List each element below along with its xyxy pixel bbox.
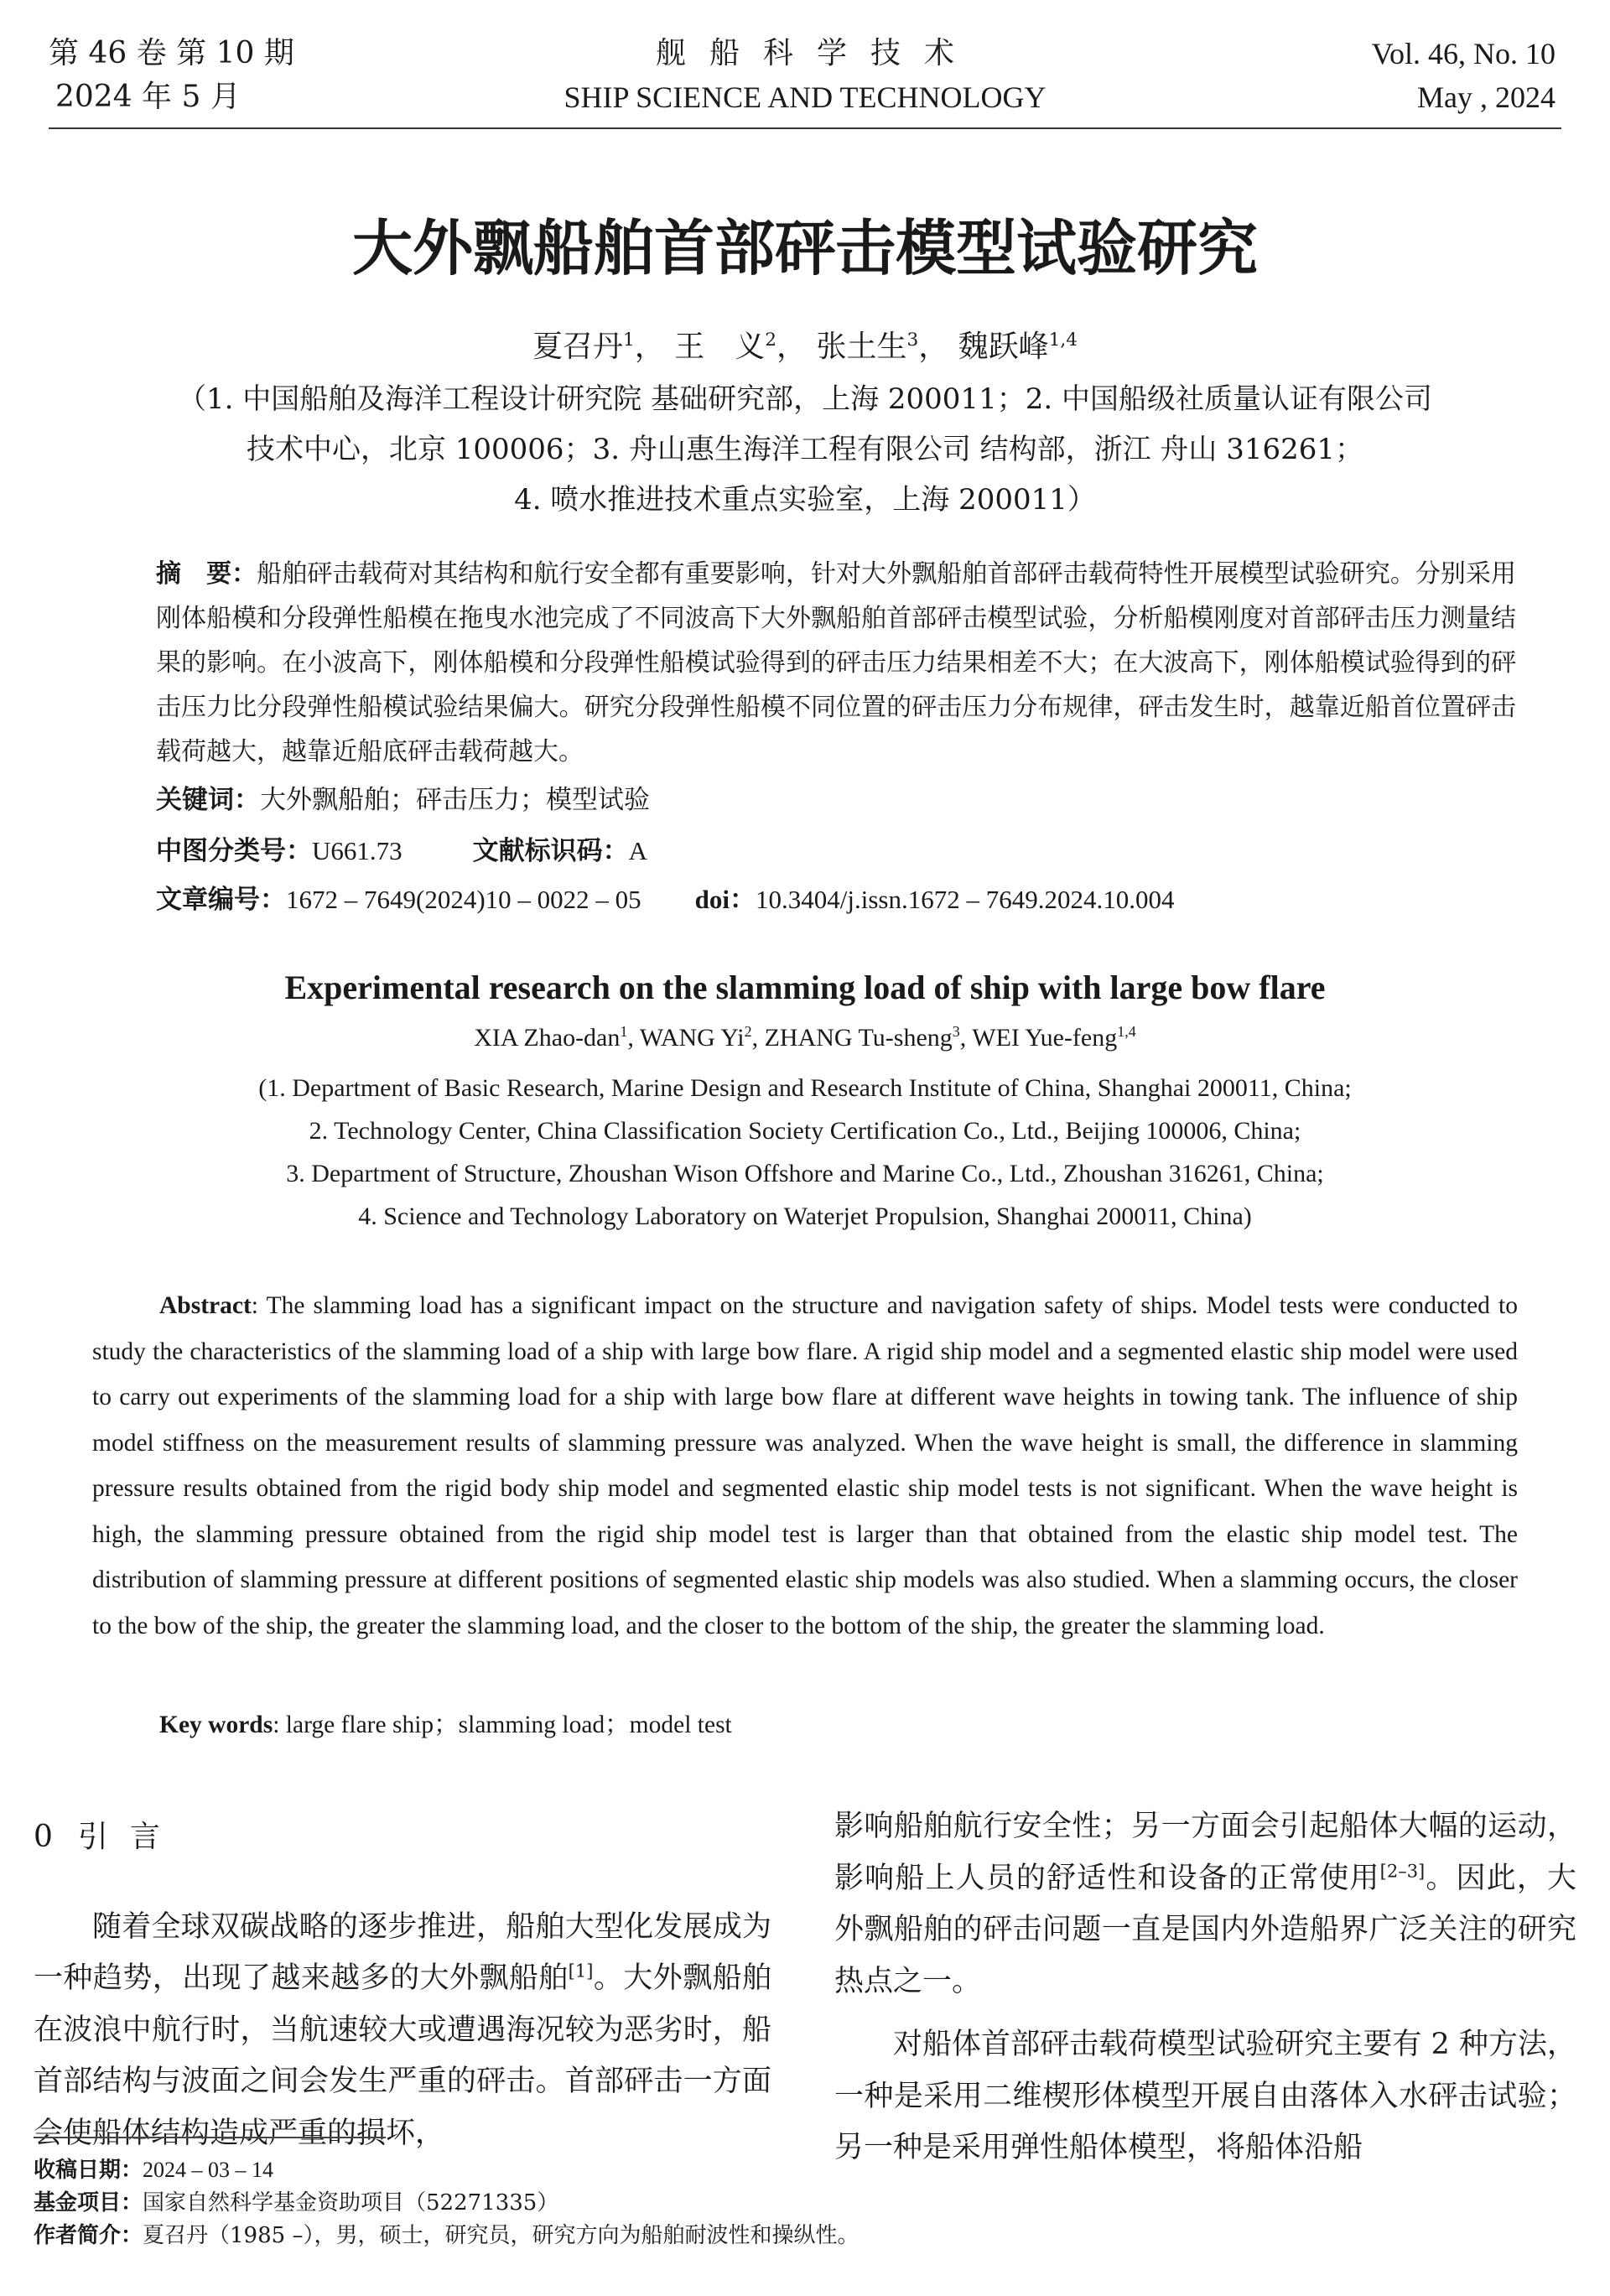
body-column-right xyxy=(834,1801,1576,2174)
date-cn: 2024 年 5 月 xyxy=(55,80,241,114)
affiliations-en xyxy=(117,1067,1493,1238)
author-name: 夏召丹 xyxy=(532,330,623,364)
section-number: 0 xyxy=(34,1820,53,1854)
footnote-fund xyxy=(34,2187,859,2220)
author-affil-sup: 1 xyxy=(620,1023,628,1040)
intro-paragraph-1-cont xyxy=(834,1801,1576,2008)
author-affil-sup: 3 xyxy=(952,1023,960,1040)
author-name: 张土生 xyxy=(816,330,907,364)
intro-paragraph-1 xyxy=(34,1902,771,2160)
abstract-cn-text: 船舶砰击载荷对其结构和航行安全都有重要影响，针对大外飘船舶首部砰击载荷特性开展模型试验研究。分别采用刚体船模和分段弹性船模在拖曳水池完成了不同波高下大外飘船舶首部砰击模型试验，分析船模刚度对首部砰击压力测量结果的影响。在小波高下，刚体船模和分段弹性船模试验得到的砰击压力结果相差不大；在大波高下，刚体船模试验得到的砰击压力比分段弹性船模试验结果偏大。研究分段弹性船模不同位置的砰击压力分布规律，砰击发生时，越靠近船首位置砰击载荷越大，越靠近船底砰击载荷越大。 xyxy=(156,559,1517,766)
author-name: WANG Yi xyxy=(639,1024,745,1052)
article-no-value: 1672 – 7649(2024)10 – 0022 – 05 xyxy=(286,885,641,914)
journal-name-en: SHIP SCIENCE AND TECHNOLOGY xyxy=(564,81,1046,114)
classification-line xyxy=(156,829,647,874)
volume-issue-en: Vol. 46, No. 10 xyxy=(1371,37,1555,70)
keywords-cn-text: 大外飘船舶；砰击压力；模型试验 xyxy=(260,785,650,815)
author-list-en xyxy=(0,1018,1610,1058)
author-bio-label: 作者简介： xyxy=(34,2223,143,2248)
article-no-label: 文章编号： xyxy=(156,885,286,915)
affiliation-line: 3. Department of Structure, Zhoushan Wison Offshore and Marine Co., Ltd., Zhoushan 316261, China; xyxy=(286,1160,1324,1187)
article-number-line xyxy=(156,877,1174,922)
footnote-author xyxy=(34,2220,859,2252)
author-name: WEI Yue-feng xyxy=(972,1024,1118,1052)
intro-text: 影响船舶航行安全性；另一方面会引起船体大幅的运动，影响船上人员的舒适性和设备的正常使用 xyxy=(834,1810,1576,1895)
keywords-en-label: Key words xyxy=(159,1712,273,1738)
affiliation-line: 4. 喷水推进技术重点实验室，上海 200011） xyxy=(514,483,1096,517)
author-separator: , xyxy=(751,1024,765,1052)
section-heading-intro xyxy=(34,1811,771,1863)
abstract-cn xyxy=(156,552,1516,774)
abstract-en xyxy=(92,1283,1518,1649)
date-en: May , 2024 xyxy=(1417,81,1555,114)
doc-code-value: A xyxy=(628,836,648,865)
journal-name xyxy=(470,32,1140,119)
author-name: 王 义 xyxy=(674,330,766,364)
author-separator: ， xyxy=(918,330,949,364)
keywords-en-text: : large flare ship；slamming load；model test xyxy=(273,1712,732,1738)
affiliation-line: 4. Science and Technology Laboratory on Waterjet Propulsion, Shanghai 200011, China) xyxy=(358,1203,1252,1230)
fund-label: 基金项目： xyxy=(34,2190,143,2215)
affiliation-line: （1. 中国船舶及海洋工程设计研究院 基础研究部，上海 200011；2. 中国船级社质量认证有限公司 xyxy=(178,382,1432,416)
citation-ref: [1] xyxy=(568,1961,594,1982)
abstract-cn-label: 摘 要： xyxy=(156,559,257,589)
author-list-cn xyxy=(0,322,1610,372)
footnote-rule xyxy=(34,2137,386,2138)
keywords-cn-label: 关键词： xyxy=(156,785,260,815)
header-rule xyxy=(49,127,1561,129)
keywords-en xyxy=(159,1702,732,1748)
author-name: ZHANG Tu-sheng xyxy=(764,1024,953,1052)
author-affil-sup: 1,4 xyxy=(1117,1023,1136,1040)
intro-text: 随着全球双碳战略的逐步推进，船舶大型化发展成为一种趋势，出现了越来越多的大外飘船舶 xyxy=(34,1909,771,1995)
author-affil-sup: 3 xyxy=(906,330,919,351)
journal-issue-cn xyxy=(49,32,294,119)
author-separator: ， xyxy=(776,330,807,364)
abstract-en-text: : The slamming load has a significant impact on the structure and navigation safety of ships. Model tests were conducted to study the characteristics of the slamming load of a ship with large bow flare. A rigid ship model and a segmented elastic ship model were used to carry out experiments of the slamming load for a ship with large bow flare at different wave heights in towing tank. The influence of ship model stiffness on the measurement results of slamming pressure was analyzed. When the wave height is small, the difference in slamming pressure results obtained from the rigid body ship model and segmented elastic ship model tests is not significant. When the wave height is high, the slamming pressure obtained from the rigid ship model test is larger than that obtained from the elastic ship model test. The distribution of slamming pressure at different positions of segmented elastic ship models was also studied. When a slamming occurs, the closer to the bow of the ship, the greater the slamming load, and the closer to the bottom of the ship, the greater the slamming load. xyxy=(92,1292,1518,1639)
paper-title-en: Experimental research on the slamming load of ship with large bow flare xyxy=(284,969,1326,1006)
paper-title-cn: 大外飘船舶首部砰击模型试验研究 xyxy=(351,213,1258,283)
author-separator: , xyxy=(627,1024,640,1052)
section-title: 引言 xyxy=(77,1820,182,1854)
footnotes xyxy=(34,2153,859,2252)
affiliation-line: 2. Technology Center, China Classification Society Certification Co., Ltd., Beijing 100006, China; xyxy=(309,1117,1301,1145)
author-affil-sup: 1,4 xyxy=(1048,330,1078,351)
doc-code-label: 文献标识码： xyxy=(472,836,629,866)
author-separator: , xyxy=(959,1024,973,1052)
body-column-left xyxy=(34,1811,771,2159)
journal-issue-en xyxy=(1372,32,1555,119)
author-separator: ， xyxy=(634,330,665,364)
footnote-received xyxy=(34,2153,859,2187)
author-bio-value: 夏召丹（1985 –），男，硕士，研究员，研究方向为船舶耐波性和操纵性。 xyxy=(143,2223,860,2248)
affiliation-line: 技术中心，北京 100006；3. 舟山惠生海洋工程有限公司 结构部，浙江 舟山 316261； xyxy=(246,433,1364,466)
keywords-cn xyxy=(156,778,650,823)
intro-text: 。因此，大外飘船舶的砰击问题一直是国内外造船界广泛关注的研究热点之一。 xyxy=(834,1861,1576,1998)
author-affil-sup: 1 xyxy=(622,330,635,351)
doi-value: 10.3404/j.issn.1672 – 7649.2024.10.004 xyxy=(756,885,1175,914)
volume-issue-cn: 第 46 卷 第 10 期 xyxy=(49,36,294,70)
doi-label: doi： xyxy=(694,885,756,914)
received-date: 2024 – 03 – 14 xyxy=(143,2158,274,2182)
received-label: 收稿日期： xyxy=(34,2158,143,2183)
author-name: XIA Zhao-dan xyxy=(474,1024,621,1052)
abstract-en-label: Abstract xyxy=(159,1292,252,1319)
author-name: 魏跃峰 xyxy=(958,330,1049,364)
affiliations-cn xyxy=(117,374,1493,525)
clc-label: 中图分类号： xyxy=(156,836,312,866)
author-affil-sup: 2 xyxy=(765,330,776,351)
author-affil-sup: 2 xyxy=(744,1023,752,1040)
fund-value: 国家自然科学基金资助项目（52271335） xyxy=(143,2190,559,2215)
journal-name-cn: 舰船科学技术 xyxy=(655,36,978,70)
clc-value: U661.73 xyxy=(312,836,402,865)
citation-ref: [2–3] xyxy=(1379,1860,1426,1881)
intro-paragraph-2: 对船体首部砰击载荷模型试验研究主要有 2 种方法，一种是采用二维楔形体模型开展自由落体入水砰击试验；另一种是采用弹性船体模型，将船体沿船 xyxy=(834,2028,1576,2164)
affiliation-line: (1. Department of Basic Research, Marine Design and Research Institute of China, Shanghai 200011, China; xyxy=(258,1074,1352,1102)
intro-text: 。大外飘船舶在波浪中航行时，当航速较大或遭遇海况较为恶劣时，船首部结构与波面之间会发生严重的砰击。首部砰击一方面会使船体结构造成严重的损坏， xyxy=(34,1961,771,2150)
